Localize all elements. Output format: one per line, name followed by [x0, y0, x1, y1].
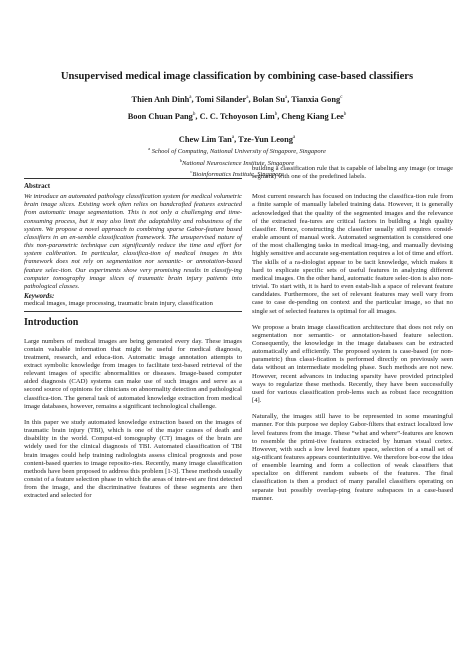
- author: Cheng Kiang Lee$^b$: [281, 112, 347, 121]
- body-paragraph: building a classification rule that is capable of labeling any image (or image segment) with one of the predefined labels.: [252, 165, 453, 181]
- affiliation: $^a$ School of Computing, National University of Singapore, Singapore: [148, 146, 326, 156]
- author: Bolan Su$^a$: [252, 95, 288, 104]
- abstract-rule-top: [24, 178, 242, 179]
- author: Boon Chuan Pang$^b$: [127, 112, 196, 121]
- author: Tze-Yun Leong$^a$: [238, 135, 296, 144]
- right-column: [252, 165, 453, 503]
- paper-title: Unsupervised medical image classification by combining case-based classifiers: [60, 71, 414, 82]
- abstract-heading: Abstract: [24, 182, 51, 190]
- author: Tomi Silander$^a$: [195, 95, 249, 104]
- left-column: [24, 182, 242, 500]
- affiliation: $^b$National Neuroscience Institute, Singapore: [179, 157, 295, 167]
- introduction-heading: Introduction: [24, 317, 79, 329]
- author: Tianxia Gong$^c$: [291, 95, 343, 104]
- author: Chew Lim Tan$^a$: [178, 135, 235, 144]
- intro-paragraph: Large numbers of medical images are being generated every day. These images contain valuable information that might be useful for medical diagnosis, treatment, research, and educa-tion. Automatic image annotation attempts to extract symbolic knowledge from images to facilitate text-based retrieval of the relevant images of specific abnormalities or diseases. Image-based computer aided diagnosis (CAD) systems can make use of such images and serve as a second source of opinions for clinicians on abnormality detection and pathological classifica-tion. The general task of automated knowledge extraction from medical image databases, however, remains a significant technological challenge.: [24, 337, 242, 410]
- body-paragraph: Naturally, the images still have to be represented in some meaningful manner. For this purpose we deploy Gabor-filters that extract localized low level features from the image. These “what and where”-features are known to resemble the primi-tive features extracted by human visual cortex. However, with such a low level feature space, selection of a small set of sig-nificant features appears counterintuitive. We therefore bor-row the idea of ensemble learning and form a collection of weak classifiers that specialize on different random subsets of the features. The final classification is then a product of many parallel classifiers operating on separate but possibly overlap-ping feature subspaces in a case-based manner.: [252, 413, 453, 502]
- author-line-1: Thien Anh Dinh$^a$, Tomi Silander$^a$, Bolan Su$^a$, Tianxia Gong$^c$: [131, 95, 343, 104]
- body-paragraph: Most current research has focused on inducing the classifica-tion rule from a finite sample of manually labeled training data. However, it is generally acknowledged that the quality of the segmented images and the relevance of the extracted fea-tures are critical factors in building a high quality classifier. Hence, constructing the classifier usually still requires consid-erable amount of manual work. Automated segmentation is considered one of the most challenging tasks in medical imag-ing, and manually devising highly sensitive and accurate seg-mentation requires a lot of time and effort. The skills of a ra-diologist appear to be tacit knowledge, which makes it hard to explicate specific sets of useful features in analyzing different medical images. On the other hand, automatic feature selec-tion is also non-trivial. To start with, it is hard to even estab-lish a space of relevant feature candidates. Furthermore, the set of relevant features may well vary from case to case de-pending on context and the particular image, so that no single set of selected features is optimal for all images.: [252, 193, 453, 315]
- author: Thien Anh Dinh$^a$: [131, 95, 192, 104]
- keywords-text: medical images, image processing, traumatic brain injury, classification: [24, 300, 213, 308]
- author-line-2: Boon Chuan Pang$^b$, C. C. Tchoyoson Lim$^b$, Cheng Kiang Lee$^b$: [127, 112, 347, 121]
- abstract-text: We introduce an automated pathology classification system for medical volumetric brain image slices. Existing work often relies on handcrafted features extracted from automatic image segmentation. This is not only a challenging and time-consuming process, but it may also limit the adaptability and robustness of the system. We propose a novel approach to combining sparse Gabor-feature based classifiers in an en-semble classification framework. The unsupervised nature of this non-parametric technique can significantly reduce the time and effort for system calibration. In particular, classifica-tion of medical images in this framework does not rely on segmentation nor semantic- or annotation-based feature selec-tion. Our experiments show very promising results in classify-ing computer tomography image slices of traumatic brain injury patients into pathological classes.: [24, 193, 242, 290]
- intro-paragraph: In this paper we study automated knowledge extraction based on the images of traumatic brain injury (TBI), which is one of the major causes of death and disability in the world. Comput-ed tomography (CT) images of the brain are widely used for the clinical diagnosis of TBI. Automated classification of TBI brain images could help training radiologists assess clinical prognosis and pose content-based queries to image reposito-ries. Recently, many image classification methods have been proposed to address this problem [1-3]. These methods usually consist of a feature selection phase in which the areas of inter-est are first detected from the image, and the discriminative features of these segments are then extracted and selected for: [24, 418, 242, 500]
- body-paragraph: We propose a brain image classification architecture that does not rely on segmentation nor semantic- or annotation-based feature selection. Consequently, the knowledge in the image databases can be extracted automatically and efficiently. The proposed system is case-based (or non-parametric) thus classi-fication is performed directly on previously seen data without an intermediate modeling phase. Such methods are not new. However, recent advances in inducing sparsity have provided principled ways to regularize these methods. Recently, they have been successfully used for various classification prob-lems such as robust face recognition [4].: [252, 323, 453, 405]
- keywords-heading: Keywords:: [24, 292, 55, 301]
- affiliation: $^c$Bioinformatics Institute, Singapore: [190, 169, 284, 179]
- author-line-3: Chew Lim Tan$^a$, Tze-Yun Leong$^a$: [178, 135, 296, 144]
- abstract-rule-bottom: [24, 311, 242, 312]
- author: C. C. Tchoyoson Lim$^b$: [199, 112, 278, 121]
